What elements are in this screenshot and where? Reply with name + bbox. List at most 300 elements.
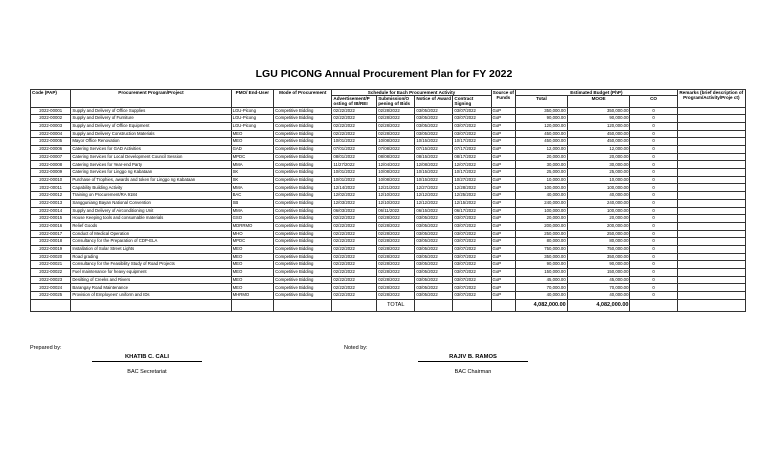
table-row xyxy=(31,269,746,277)
notice-date-cell: 03/05/2022 xyxy=(415,230,453,238)
total-cell: 30,000.00 xyxy=(516,161,568,169)
notice-date-cell: 03/05/2022 xyxy=(415,130,453,138)
notice-date-cell: 03/05/2022 xyxy=(415,261,453,269)
table-row xyxy=(31,222,746,230)
mode-cell: Competitive Bidding xyxy=(274,230,332,238)
mooe-cell: 240,000.00 xyxy=(567,199,630,207)
contract-date-cell: 03/07/2022 xyxy=(453,130,491,138)
pmo-cell: MPDC xyxy=(231,153,274,161)
source-cell: GoP xyxy=(491,115,516,123)
notice-date-cell: 03/05/2022 xyxy=(415,215,453,223)
co-cell: 0 xyxy=(630,161,677,169)
table-row xyxy=(31,245,746,253)
remarks-cell xyxy=(677,122,745,130)
program-cell: Supply and Delivery Construction Materials xyxy=(71,130,231,138)
notice-date-cell: 12/27/2022 xyxy=(415,184,453,192)
adv-date-cell: 02/22/2022 xyxy=(332,107,377,115)
mode-cell: Competitive Bidding xyxy=(274,269,332,277)
program-cell: Provision of Employees' uniform and IDs xyxy=(71,292,231,300)
program-cell: Capability Building Activity xyxy=(71,184,231,192)
total-cell: 350,000.00 xyxy=(516,107,568,115)
adv-date-cell: 06/03/2022 xyxy=(332,207,377,215)
contract-date-cell: 03/07/2022 xyxy=(453,222,491,230)
program-cell: House Keeping tools and consumable materials xyxy=(71,215,231,223)
mode-cell: Competitive Bidding xyxy=(274,176,332,184)
mooe-cell: 250,000.00 xyxy=(567,230,630,238)
contract-date-cell: 03/07/2022 xyxy=(453,276,491,284)
total-cell: 20,000.00 xyxy=(516,215,568,223)
mooe-cell: 20,000.00 xyxy=(567,215,630,223)
co-cell: 0 xyxy=(630,230,677,238)
adv-date-cell: 12/14/2022 xyxy=(332,184,377,192)
pmo-cell: MMA xyxy=(231,207,274,215)
notice-date-cell: 10/15/2022 xyxy=(415,176,453,184)
notice-date-cell: 06/15/2022 xyxy=(415,207,453,215)
pmo-cell: LGU-Picong xyxy=(231,122,274,130)
total-cell: 750,000.00 xyxy=(516,245,568,253)
noted-by-label: Noted by: xyxy=(344,345,368,351)
remarks-cell xyxy=(677,115,745,123)
source-cell: GoP xyxy=(491,176,516,184)
mooe-cell: 150,000.00 xyxy=(567,269,630,277)
mooe-cell: 12,000.00 xyxy=(567,146,630,154)
adv-date-cell: 02/22/2022 xyxy=(332,284,377,292)
code-cell: 2022-00003 xyxy=(31,122,71,130)
remarks-cell xyxy=(677,184,745,192)
mooe-cell: 40,000.00 xyxy=(567,192,630,200)
table-row xyxy=(31,292,746,300)
remarks-cell xyxy=(677,292,745,300)
code-cell: 2022-00004 xyxy=(31,130,71,138)
mode-cell: Competitive Bidding xyxy=(274,215,332,223)
co-cell: 0 xyxy=(630,115,677,123)
adv-date-cell: 10/01/2022 xyxy=(332,169,377,177)
source-cell: GoP xyxy=(491,284,516,292)
submission-date-cell: 02/28/2022 xyxy=(377,238,415,246)
program-cell: Sangguniang Bayan National Convention xyxy=(71,199,231,207)
contract-date-cell: 12/15/2022 xyxy=(453,199,491,207)
adv-date-cell: 02/22/2022 xyxy=(332,261,377,269)
prepared-by-name: KHATIB C. CALI xyxy=(92,354,202,362)
code-cell: 2022-00001 xyxy=(31,107,71,115)
pmo-cell: MMA xyxy=(231,184,274,192)
program-cell: Fuel maintenance for heavy equipment xyxy=(71,269,231,277)
pmo-cell: MEO xyxy=(231,269,274,277)
table-row xyxy=(31,122,746,130)
mooe-cell: 10,000.00 xyxy=(567,176,630,184)
header-schedule: Schedule for Each Procurement Activity xyxy=(332,90,491,96)
pmo-cell: GAD xyxy=(231,146,274,154)
program-cell: Mayor Office Renovation xyxy=(71,138,231,146)
mode-cell: Competitive Bidding xyxy=(274,207,332,215)
table-row xyxy=(31,153,746,161)
table-row xyxy=(31,199,746,207)
contract-date-cell: 03/07/2022 xyxy=(453,215,491,223)
submission-date-cell: 10/08/2022 xyxy=(377,138,415,146)
remarks-cell xyxy=(677,130,745,138)
header-adv: Advertisement/P osting of IB/REI xyxy=(332,96,377,107)
remarks-cell xyxy=(677,215,745,223)
co-cell: 0 xyxy=(630,261,677,269)
co-cell: 0 xyxy=(630,222,677,230)
total-cell: 450,000.00 xyxy=(516,130,568,138)
program-cell: Installation of Solar Street Lights xyxy=(71,245,231,253)
mooe-cell: 40,000.00 xyxy=(567,292,630,300)
contract-date-cell: 03/07/2022 xyxy=(453,230,491,238)
total-cell: 40,000.00 xyxy=(516,192,568,200)
total-cell: 100,000.00 xyxy=(516,207,568,215)
pmo-cell: MEO xyxy=(231,130,274,138)
program-cell: Catering Services for GAD Activities xyxy=(71,146,231,154)
contract-date-cell: 03/07/2022 xyxy=(453,284,491,292)
total-mooe: 4,082,000.00 xyxy=(567,299,630,311)
notice-date-cell: 03/05/2022 xyxy=(415,245,453,253)
code-cell: 2022-00021 xyxy=(31,261,71,269)
table-row xyxy=(31,184,746,192)
submission-date-cell: 12/10/2022 xyxy=(377,199,415,207)
noted-by-role: BAC Chairman xyxy=(454,369,492,375)
submission-date-cell: 02/28/2022 xyxy=(377,130,415,138)
procurement-table xyxy=(30,89,746,312)
table-row xyxy=(31,276,746,284)
total-cell: 90,000.00 xyxy=(516,115,568,123)
source-cell: GoP xyxy=(491,169,516,177)
mooe-cell: 350,000.00 xyxy=(567,107,630,115)
co-cell: 0 xyxy=(630,169,677,177)
table-row xyxy=(31,107,746,115)
submission-date-cell: 02/28/2022 xyxy=(377,230,415,238)
pmo-cell: MMA xyxy=(231,161,274,169)
code-cell: 2022-00020 xyxy=(31,253,71,261)
header-mooe: MOOE xyxy=(567,96,630,107)
source-cell: GoP xyxy=(491,215,516,223)
pmo-cell: MEO xyxy=(231,276,274,284)
code-cell: 2022-00017 xyxy=(31,230,71,238)
mode-cell: Competitive Bidding xyxy=(274,107,332,115)
submission-date-cell: 02/28/2022 xyxy=(377,253,415,261)
code-cell: 2022-00019 xyxy=(31,245,71,253)
co-cell: 0 xyxy=(630,276,677,284)
contract-date-cell: 12/07/2022 xyxy=(453,161,491,169)
source-cell: GoP xyxy=(491,184,516,192)
program-cell: Barangay Road Maintenance xyxy=(71,284,231,292)
table-row xyxy=(31,146,746,154)
co-cell: 0 xyxy=(630,138,677,146)
pmo-cell: BAC xyxy=(231,192,274,200)
adv-date-cell: 11/27/2022 xyxy=(332,161,377,169)
remarks-cell xyxy=(677,161,745,169)
remarks-cell xyxy=(677,238,745,246)
contract-date-cell: 10/17/2022 xyxy=(453,169,491,177)
co-cell: 0 xyxy=(630,292,677,300)
source-cell: GoP xyxy=(491,199,516,207)
total-cell: 70,000.00 xyxy=(516,284,568,292)
mode-cell: Competitive Bidding xyxy=(274,284,332,292)
contract-date-cell: 10/27/2022 xyxy=(453,176,491,184)
mooe-cell: 45,000.00 xyxy=(567,276,630,284)
pmo-cell: MEO xyxy=(231,261,274,269)
adv-date-cell: 02/22/2022 xyxy=(332,245,377,253)
mode-cell: Competitive Bidding xyxy=(274,261,332,269)
submission-date-cell: 02/28/2022 xyxy=(377,284,415,292)
adv-date-cell: 02/22/2022 xyxy=(332,222,377,230)
pmo-cell: MEO xyxy=(231,245,274,253)
mode-cell: Competitive Bidding xyxy=(274,138,332,146)
remarks-cell xyxy=(677,276,745,284)
adv-date-cell: 02/22/2022 xyxy=(332,230,377,238)
mode-cell: Competitive Bidding xyxy=(274,276,332,284)
contract-date-cell: 03/07/2022 xyxy=(453,122,491,130)
remarks-cell xyxy=(677,207,745,215)
header-program: Procurement Program/Project xyxy=(71,90,231,108)
total-label: TOTAL xyxy=(377,299,415,311)
page-title: LGU PICONG Annual Procurement Plan for FY 2022 xyxy=(255,68,513,80)
remarks-cell xyxy=(677,107,745,115)
pmo-cell: MHRMO xyxy=(231,292,274,300)
source-cell: GoP xyxy=(491,276,516,284)
co-cell: 0 xyxy=(630,184,677,192)
contract-date-cell: 03/07/2022 xyxy=(453,107,491,115)
total-cell: 25,000.00 xyxy=(516,169,568,177)
code-cell: 2022-00009 xyxy=(31,169,71,177)
source-cell: GoP xyxy=(491,138,516,146)
submission-date-cell: 02/28/2022 xyxy=(377,107,415,115)
total-cell: 80,000.00 xyxy=(516,238,568,246)
source-cell: GoP xyxy=(491,161,516,169)
pmo-cell: GSO xyxy=(231,215,274,223)
source-cell: GoP xyxy=(491,146,516,154)
submission-date-cell: 06/11/2022 xyxy=(377,207,415,215)
pmo-cell: MDRRMO xyxy=(231,222,274,230)
co-cell: 0 xyxy=(630,215,677,223)
adv-date-cell: 07/01/2022 xyxy=(332,146,377,154)
program-cell: Training on Procurement/RA 9184 xyxy=(71,192,231,200)
remarks-cell xyxy=(677,199,745,207)
total-cell: 150,000.00 xyxy=(516,269,568,277)
contract-date-cell: 07/17/2022 xyxy=(453,146,491,154)
contract-date-cell: 03/07/2022 xyxy=(453,253,491,261)
program-cell: Catering Services for Local Development Council Session xyxy=(71,153,231,161)
notice-date-cell: 03/05/2022 xyxy=(415,107,453,115)
notice-date-cell: 03/05/2022 xyxy=(415,222,453,230)
remarks-cell xyxy=(677,245,745,253)
co-cell: 0 xyxy=(630,238,677,246)
co-cell: 0 xyxy=(630,269,677,277)
pmo-cell: MHO xyxy=(231,230,274,238)
adv-date-cell: 02/22/2022 xyxy=(332,115,377,123)
total-amount: 4,082,000.00 xyxy=(516,299,568,311)
notice-date-cell: 12/12/2022 xyxy=(415,192,453,200)
prepared-by-label: Prepared by: xyxy=(30,345,62,351)
mode-cell: Competitive Bidding xyxy=(274,222,332,230)
total-cell: 12,000.00 xyxy=(516,146,568,154)
total-cell: 120,000.00 xyxy=(516,122,568,130)
header-notice: Notice of Award xyxy=(415,96,453,107)
program-cell: Supply and Delivery of Office Supplies xyxy=(71,107,231,115)
source-cell: GoP xyxy=(491,230,516,238)
table-row xyxy=(31,284,746,292)
mooe-cell: 200,000.00 xyxy=(567,222,630,230)
header-code: Code (PAP) xyxy=(31,90,71,108)
code-cell: 2022-00014 xyxy=(31,207,71,215)
mooe-cell: 750,000.00 xyxy=(567,245,630,253)
code-cell: 2022-00016 xyxy=(31,222,71,230)
mode-cell: Competitive Bidding xyxy=(274,122,332,130)
contract-date-cell: 03/07/2022 xyxy=(453,269,491,277)
mooe-cell: 70,000.00 xyxy=(567,284,630,292)
total-cell: 450,000.00 xyxy=(516,138,568,146)
noted-by-name: RAJIV B. RAMOS xyxy=(418,354,528,362)
notice-date-cell: 03/05/2022 xyxy=(415,276,453,284)
remarks-cell xyxy=(677,230,745,238)
remarks-cell xyxy=(677,146,745,154)
adv-date-cell: 02/22/2022 xyxy=(332,269,377,277)
adv-date-cell: 02/22/2022 xyxy=(332,215,377,223)
contract-date-cell: 03/07/2022 xyxy=(453,292,491,300)
code-cell: 2022-00007 xyxy=(31,153,71,161)
total-cell: 90,000.00 xyxy=(516,261,568,269)
pmo-cell: LGU-Picong xyxy=(231,115,274,123)
header-total: Total xyxy=(516,96,568,107)
code-cell: 2022-00022 xyxy=(31,269,71,277)
source-cell: GoP xyxy=(491,192,516,200)
code-cell: 2022-00023 xyxy=(31,276,71,284)
notice-date-cell: 03/05/2022 xyxy=(415,269,453,277)
co-cell: 0 xyxy=(630,146,677,154)
source-cell: GoP xyxy=(491,292,516,300)
program-cell: Supply and Delivery of Airconditioning Unit xyxy=(71,207,231,215)
contract-date-cell: 10/17/2022 xyxy=(453,138,491,146)
adv-date-cell: 02/22/2022 xyxy=(332,253,377,261)
program-cell: Consultancy for the Feasibility Study of Road Projects xyxy=(71,261,231,269)
total-cell: 240,000.00 xyxy=(516,199,568,207)
remarks-cell xyxy=(677,192,745,200)
pmo-cell: MPDC xyxy=(231,238,274,246)
program-cell: Road grading xyxy=(71,253,231,261)
source-cell: GoP xyxy=(491,222,516,230)
remarks-cell xyxy=(677,253,745,261)
contract-date-cell: 12/25/2022 xyxy=(453,192,491,200)
program-cell: Catering Services for Linggo ng Kabataan xyxy=(71,169,231,177)
table-row xyxy=(31,215,746,223)
table-row xyxy=(31,176,746,184)
source-cell: GoP xyxy=(491,238,516,246)
program-cell: Catering Services for Year-end Party xyxy=(71,161,231,169)
program-cell: Relief Goods xyxy=(71,222,231,230)
code-cell: 2022-00006 xyxy=(31,146,71,154)
submission-date-cell: 12/21/2022 xyxy=(377,184,415,192)
header-pmo: PMO/ End-User xyxy=(231,90,274,108)
mooe-cell: 450,000.00 xyxy=(567,130,630,138)
table-row xyxy=(31,130,746,138)
co-cell: 0 xyxy=(630,192,677,200)
table-row xyxy=(31,161,746,169)
notice-date-cell: 03/05/2022 xyxy=(415,284,453,292)
code-cell: 2022-00018 xyxy=(31,238,71,246)
notice-date-cell: 10/15/2022 xyxy=(415,138,453,146)
adv-date-cell: 12/02/2022 xyxy=(332,192,377,200)
header-budget: Estimated Budget (PhP) xyxy=(516,90,677,96)
adv-date-cell: 10/01/2022 xyxy=(332,176,377,184)
header-sub: Submission/O pening of Bids xyxy=(377,96,415,107)
mooe-cell: 25,000.00 xyxy=(567,169,630,177)
notice-date-cell: 07/15/2022 xyxy=(415,146,453,154)
adv-date-cell: 02/22/2022 xyxy=(332,292,377,300)
pmo-cell: MEO xyxy=(231,253,274,261)
contract-date-cell: 03/07/2022 xyxy=(453,261,491,269)
mooe-cell: 100,000.00 xyxy=(567,207,630,215)
source-cell: GoP xyxy=(491,261,516,269)
total-cell: 10,000.00 xyxy=(516,176,568,184)
code-cell: 2022-00024 xyxy=(31,284,71,292)
notice-date-cell: 03/05/2022 xyxy=(415,122,453,130)
remarks-cell xyxy=(677,169,745,177)
adv-date-cell: 02/22/2022 xyxy=(332,130,377,138)
source-cell: GoP xyxy=(491,253,516,261)
mooe-cell: 20,000.00 xyxy=(567,153,630,161)
remarks-cell xyxy=(677,138,745,146)
adv-date-cell: 02/22/2022 xyxy=(332,122,377,130)
table-row xyxy=(31,115,746,123)
source-cell: GoP xyxy=(491,107,516,115)
submission-date-cell: 02/28/2022 xyxy=(377,122,415,130)
submission-date-cell: 02/28/2022 xyxy=(377,115,415,123)
mooe-cell: 350,000.00 xyxy=(567,253,630,261)
notice-date-cell: 03/05/2022 xyxy=(415,238,453,246)
mode-cell: Competitive Bidding xyxy=(274,199,332,207)
source-cell: GoP xyxy=(491,130,516,138)
mode-cell: Competitive Bidding xyxy=(274,153,332,161)
mooe-cell: 120,000.00 xyxy=(567,122,630,130)
mode-cell: Competitive Bidding xyxy=(274,184,332,192)
table-row xyxy=(31,138,746,146)
mode-cell: Competitive Bidding xyxy=(274,192,332,200)
program-cell: Purchase of Trophies, awards and token for Linggo ng Kabataan xyxy=(71,176,231,184)
mooe-cell: 30,000.00 xyxy=(567,161,630,169)
total-row xyxy=(31,299,746,311)
table-row xyxy=(31,207,746,215)
table-row xyxy=(31,238,746,246)
code-cell: 2022-00011 xyxy=(31,184,71,192)
source-cell: GoP xyxy=(491,153,516,161)
code-cell: 2022-00002 xyxy=(31,115,71,123)
notice-date-cell: 03/05/2022 xyxy=(415,115,453,123)
mooe-cell: 450,000.00 xyxy=(567,138,630,146)
source-cell: GoP xyxy=(491,122,516,130)
prepared-by-role: BAC Secretariat xyxy=(127,369,167,375)
program-cell: Supply and Delivery of Office Equipment xyxy=(71,122,231,130)
program-cell: Desilting of Creeks and Rivers xyxy=(71,276,231,284)
mode-cell: Competitive Bidding xyxy=(274,115,332,123)
code-cell: 2022-00005 xyxy=(31,138,71,146)
program-cell: Consultancy for the Preparation of CDP-ELA xyxy=(71,238,231,246)
program-cell: Conduct of Medical Operation xyxy=(71,230,231,238)
code-cell: 2022-00015 xyxy=(31,215,71,223)
contract-date-cell: 12/28/2022 xyxy=(453,184,491,192)
adv-date-cell: 02/22/2022 xyxy=(332,276,377,284)
code-cell: 2022-00025 xyxy=(31,292,71,300)
mooe-cell: 90,000.00 xyxy=(567,261,630,269)
co-cell: 0 xyxy=(630,122,677,130)
total-cell: 20,000.00 xyxy=(516,153,568,161)
adv-date-cell: 10/01/2022 xyxy=(332,138,377,146)
table-row xyxy=(31,169,746,177)
mooe-cell: 80,000.00 xyxy=(567,238,630,246)
code-cell: 2022-00008 xyxy=(31,161,71,169)
submission-date-cell: 12/04/2022 xyxy=(377,161,415,169)
submission-date-cell: 02/28/2022 xyxy=(377,222,415,230)
adv-date-cell: 12/03/2022 xyxy=(332,199,377,207)
